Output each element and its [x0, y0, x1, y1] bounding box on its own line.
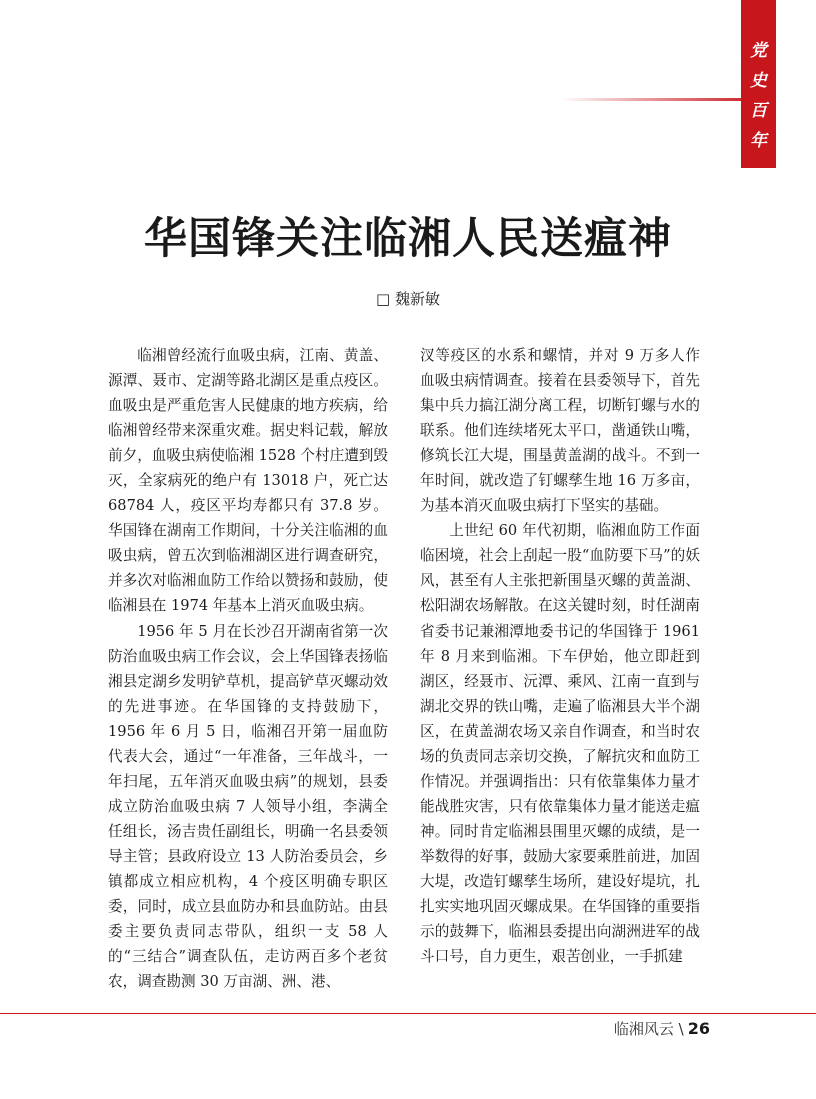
page-number: 26 [687, 1019, 710, 1038]
right-column [420, 343, 700, 969]
paragraph: 1956 年 5 月在长沙召开湖南省第一次防治血吸虫病工作会议，会上华国锋表扬临湘县定湖乡发明铲草机，提高铲草灭螺动效的先进事迹。在华国锋的支持鼓励下，1956 年 6 月 5 日，临湘召开第一届血防代表大会，通过“一年准备，三年战斗，一年扫尾，五年消灭血吸虫病”的规划，县委成立防治血吸虫病 7 人领导小组，李满全任组长，汤吉贵任副组长，明确一名县委领导主管；县政府设立 13 人防治委员会，乡镇都成立相应机构，4 个疫区明确专职区委，同时，成立县血防办和县血防站。由县委主要负责同志带队，组织一支 58 人的“三结合”调查队伍，走访两百多个老贫农，调查勘测 30 万亩湖、洲、港、 [108, 622, 388, 991]
page-footer [614, 1018, 710, 1039]
left-column [108, 343, 388, 994]
paragraph: 临湘曾经流行血吸虫病，江南、黄盖、源潭、聂市、定湖等路北湖区是重点疫区。血吸虫是严重危害人民健康的地方疾病，给临湘曾经带来深重灾难。据史料记载，解放前夕，血吸虫病使临湘 1528 个村庄遭到毁灭，全家病死的绝户有 13018 户，死亡达 68784 人，疫区平均寿都只有 37.8 岁。华国锋在湖南工作期间，十分关注临湘的血吸虫病，曾五次到临湘湖区进行调查研究，并多次对临湘血防工作给以赞扬和鼓励，使临湘县在 1974 年基本上消灭血吸虫病。 [108, 347, 388, 615]
section-tab-char: 党 [750, 41, 767, 61]
decorative-line [560, 98, 741, 101]
section-tab-char: 百 [750, 101, 767, 121]
article-author: □ 魏新敏 [376, 290, 440, 308]
section-tab-char: 年 [750, 131, 767, 151]
article-title: 华国锋关注临湘人民送瘟神 [144, 214, 672, 264]
paragraph: 上世纪 60 年代初期，临湘血防工作面临困境，社会上刮起一股“血防要下马”的妖风，甚至有人主张把新围垦灭螺的黄盖湖、松阳湖农场解散。在这关键时刻，时任湖南省委书记兼湘潭地委书记的华国锋于 1961 年 8 月来到临湘。下车伊始，他立即赶到湖区，经聂市、沅潭、乘风、江南一直到与湖北交界的铁山嘴，走遍了临湘县大半个湖区，在黄盖湖农场又亲自作调查，和当时农场的负责同志亲切交换，了解抗灾和血防工作情况。并强调指出：只有依靠集体力量才能战胜灾害，只有依靠集体力量才能送走瘟神。同时肯定临湘县围里灭螺的成绩，是一举数得的好事，鼓励大家要乘胜前进，加固大堤，改造钉螺孳生场所，建设好堤坑，扎扎实实地巩固灭螺成果。在华国锋的重要指示的鼓舞下，临湘县委提出向湖洲进军的战斗口号，自力更生，艰苦创业，一手抓建 [420, 522, 700, 966]
section-tab [741, 0, 776, 168]
publication-name: 临湘风云 \ [613, 1020, 684, 1038]
paragraph: 汊等疫区的水系和螺情，并对 9 万多人作血吸虫病情调查。接着在县委领导下，首先集中兵力搞江湖分离工程，切断钉螺与水的联系。他们连续堵死太平口，凿通铁山嘴，修筑长江大堤，围垦黄盖湖的战斗。不到一年时间，就改造了钉螺孳生地 16 万多亩，为基本消灭血吸虫病打下坚实的基础。 [420, 347, 700, 515]
footer-divider [0, 1013, 816, 1014]
section-tab-char: 史 [750, 71, 767, 91]
